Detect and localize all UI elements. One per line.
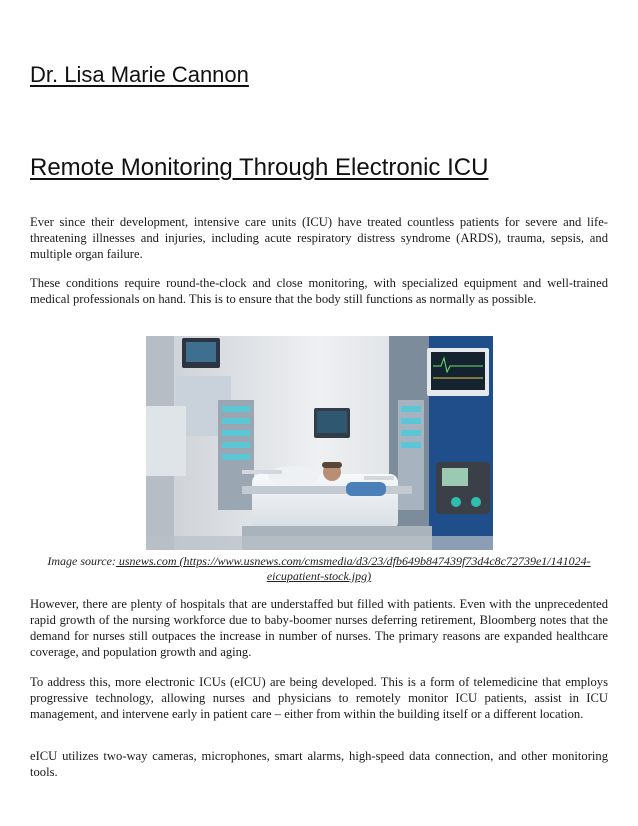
icu-patient-photo <box>146 336 493 550</box>
image-caption <box>30 554 608 584</box>
caption-source-link[interactable]: usnews.com (https://www.usnews.com/cmsmedia/d3/23/dfb649b847439f73d4c8c72739e1/141024-eicupatient-stock.jpg) <box>115 554 591 583</box>
paragraph: To address this, more electronic ICUs (eICU) are being developed. This is a form of telemedicine that employs progressive technology, allowing nurses and physicians to remotely monitor ICU patients, assist in ICU management, and intervene early in patient care – either from within the building itself or a different location. <box>30 675 608 721</box>
paragraph: However, there are plenty of hospitals that are understaffed but filled with patients. Even with the unprecedented rapid growth of the nursing workforce due to baby-boomer nurses deferring retirement, Bloomberg notes that the demand for nurses still outpaces the increase in number of nurses. The primary reasons are expanded healthcare coverage, and population growth and aging. <box>30 597 608 659</box>
paragraph: Ever since their development, intensive care units (ICU) have treated countless patients for severe and life-threatening illnesses and injuries, including acute respiratory distress syndrome (ARDS), trauma, sepsis, and multiple organ failure. <box>30 215 608 261</box>
paragraph: These conditions require round-the-clock and close monitoring, with specialized equipment and well-trained medical professionals on hand. This is to ensure that the body still functions as normally as possible. <box>30 276 608 306</box>
paragraph: eICU utilizes two-way cameras, microphones, smart alarms, high-speed data connection, and other monitoring tools. <box>30 749 608 779</box>
article-title: Remote Monitoring Through Electronic ICU <box>30 154 489 181</box>
author-name: Dr. Lisa Marie Cannon <box>30 62 249 87</box>
caption-prefix: Image source: <box>47 554 116 568</box>
